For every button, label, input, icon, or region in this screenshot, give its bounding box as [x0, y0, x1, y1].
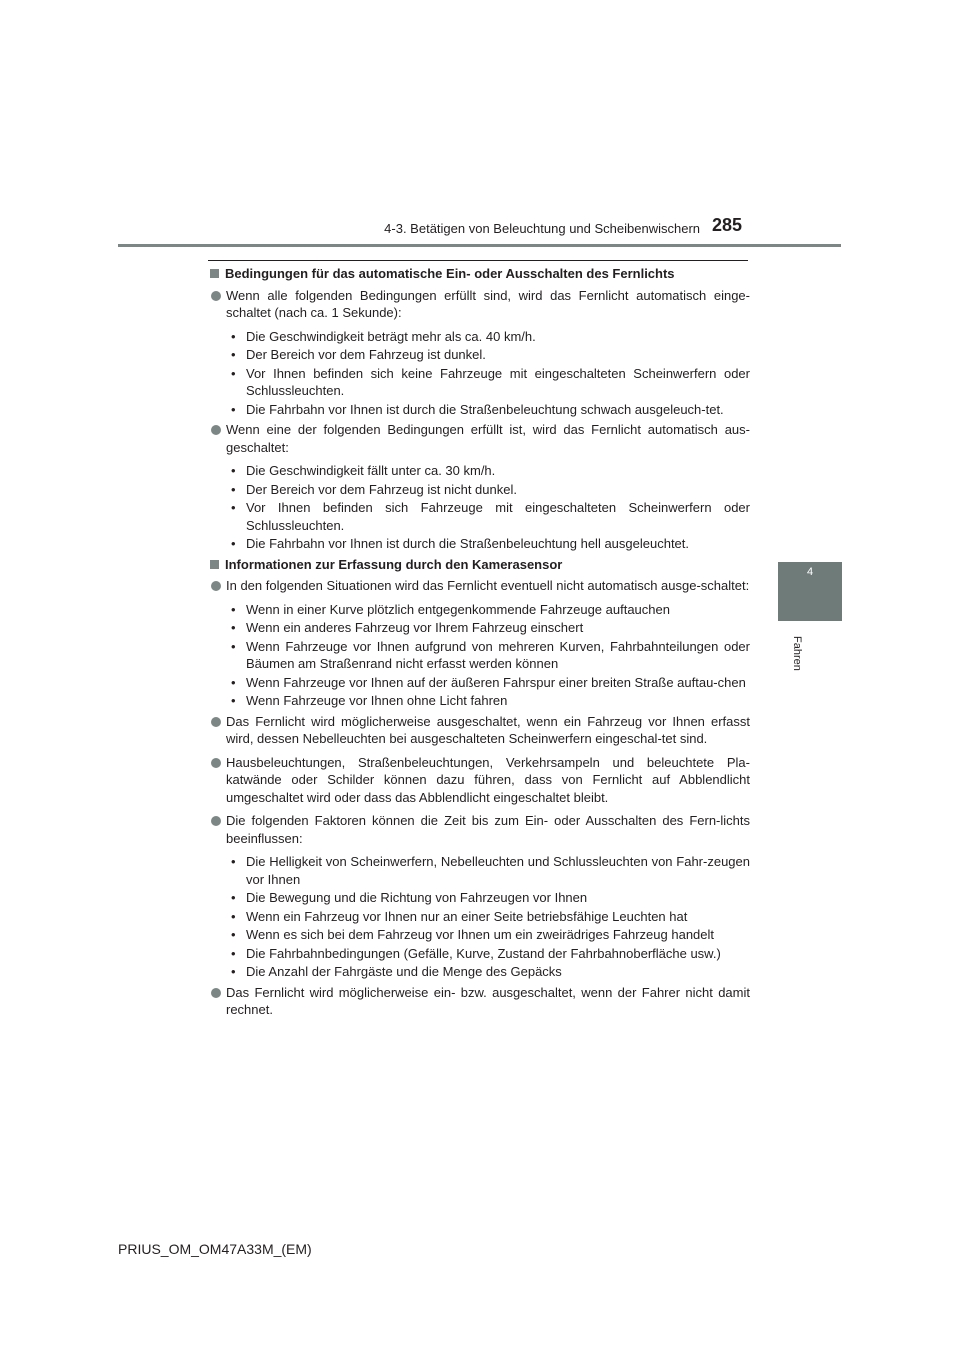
document-code: PRIUS_OM_OM47A33M_(EM)	[118, 1241, 312, 1257]
list-item	[226, 908, 750, 926]
chapter-number: 4	[806, 566, 814, 578]
bullet-paragraph	[210, 812, 750, 847]
list-item	[226, 328, 750, 346]
list-item-text: Der Bereich vor dem Fahrzeug ist dunkel.	[246, 347, 486, 362]
circle-bullet-icon	[211, 758, 221, 768]
dot-marker-icon: •	[231, 620, 236, 635]
list-item	[226, 481, 750, 499]
section-heading	[210, 265, 750, 283]
section-heading	[210, 556, 750, 574]
list-item-text: Die Geschwindigkeit beträgt mehr als ca. 40 km/h.	[246, 328, 536, 344]
sub-list	[210, 462, 750, 553]
dot-marker-icon: •	[231, 638, 236, 654]
chapter-label: Fahren	[791, 636, 803, 671]
circle-bullet-icon	[211, 291, 221, 301]
list-item	[226, 535, 750, 553]
list-item	[226, 346, 750, 364]
sub-list	[210, 853, 750, 981]
sub-list	[210, 601, 750, 710]
list-item	[226, 853, 750, 888]
list-item	[226, 499, 750, 534]
bullet-paragraph	[210, 713, 750, 748]
list-item	[226, 462, 750, 480]
list-item-text: Wenn in einer Kurve plötzlich entgegenkommende Fahrzeuge auftauchen	[246, 601, 670, 617]
list-item-text: Die Helligkeit von Scheinwerfern, Nebelleuchten und Schlussleuchten von Fahr-zeugen vor Ihnen	[246, 854, 750, 887]
bullet-text: In den folgenden Situationen wird das Fernlicht eventuell nicht automatisch ausge-schaltet:	[226, 578, 750, 593]
list-item	[226, 638, 750, 673]
circle-bullet-icon	[211, 425, 221, 435]
circle-bullet-icon	[211, 988, 221, 998]
page-number: 285	[712, 215, 743, 235]
list-item-text: Wenn ein Fahrzeug vor Ihnen nur an einer Seite betriebsfähige Leuchten hat	[246, 908, 688, 924]
section-heading-text: Informationen zur Erfassung durch den Kamerasensor	[225, 556, 563, 572]
list-item-text: Die Anzahl der Fahrgäste und die Menge des Gepäcks	[246, 964, 562, 979]
bullet-paragraph	[210, 287, 750, 322]
list-item	[226, 619, 750, 637]
list-item	[226, 674, 750, 692]
bullet-text: Das Fernlicht wird möglicherweise ausgeschaltet, wenn ein Fahrzeug vor Ihnen erfasst wird, dessen Nebelleuchten bei ausgeschalteten Scheinwerfern eingeschal-tet sind.	[226, 713, 750, 746]
list-item-text: Der Bereich vor dem Fahrzeug ist nicht dunkel.	[246, 481, 517, 497]
list-item	[226, 889, 750, 907]
dot-marker-icon: •	[231, 463, 236, 478]
list-item-text: Wenn es sich bei dem Fahrzeug vor Ihnen um ein zweirädriges Fahrzeug handelt	[246, 927, 715, 942]
bullet-text: Hausbeleuchtungen, Straßenbeleuchtungen, Verkehrsampeln und beleuchtete Pla-katwände oder Schilder können dazu führen, dass von Fernlicht auf Abblendlicht umgeschaltet wird oder dass das Abblendlicht eingeschaltet bleibt.	[226, 754, 750, 805]
header-title: 4-3. Betätigen von Beleuchtung und Scheibenwischern	[384, 221, 700, 236]
list-item-text: Die Fahrbahnbedingungen (Gefälle, Kurve, Zustand der Fahrbahnoberfläche usw.)	[246, 945, 721, 961]
list-item-text: Die Geschwindigkeit fällt unter ca. 30 km/h.	[246, 463, 496, 478]
dot-marker-icon: •	[231, 536, 236, 551]
circle-bullet-icon	[211, 816, 221, 826]
page-content	[210, 265, 750, 1025]
list-item-text: Vor Ihnen befinden sich Fahrzeuge mit eingeschalteten Scheinwerfern oder Schlussleuchten.	[246, 500, 750, 533]
list-item	[226, 401, 750, 419]
square-bullet-icon	[210, 560, 219, 569]
bullet-paragraph	[210, 754, 750, 807]
header-rule	[118, 244, 841, 247]
list-item-text: Wenn Fahrzeuge vor Ihnen ohne Licht fahren	[246, 693, 508, 708]
dot-marker-icon: •	[231, 927, 236, 942]
list-item	[226, 963, 750, 981]
dot-marker-icon: •	[231, 481, 236, 497]
list-item-text: Wenn Fahrzeuge vor Ihnen aufgrund von mehreren Kurven, Fahrbahnteilungen oder Bäumen am Straßenrand nicht erfasst werden können	[246, 638, 750, 671]
bullet-paragraph	[210, 984, 750, 1019]
list-item	[226, 692, 750, 710]
bullet-paragraph	[210, 577, 750, 595]
bullet-paragraph	[210, 421, 750, 456]
bullet-text: Die folgenden Faktoren können die Zeit bis zum Ein- oder Ausschalten des Fern-lichts beeinflussen:	[226, 813, 750, 846]
bullet-text: Wenn alle folgenden Bedingungen erfüllt sind, wird das Fernlicht automatisch einge-schaltet (nach ca. 1 Sekunde):	[226, 287, 750, 320]
list-item-text: Die Fahrbahn vor Ihnen ist durch die Straßenbeleuchtung schwach ausgeleuch-tet.	[246, 401, 724, 417]
dot-marker-icon: •	[231, 945, 236, 961]
dot-marker-icon: •	[231, 347, 236, 362]
dot-marker-icon: •	[231, 500, 236, 515]
dot-marker-icon: •	[231, 365, 236, 381]
section-heading-text: Bedingungen für das automatische Ein- oder Ausschalten des Fernlichts	[225, 266, 675, 281]
section-rule	[208, 260, 748, 261]
list-item-text: Wenn ein anderes Fahrzeug vor Ihrem Fahrzeug einschert	[246, 620, 584, 635]
dot-marker-icon: •	[231, 328, 236, 344]
list-item-text: Vor Ihnen befinden sich keine Fahrzeuge mit eingeschalteten Scheinwerfern oder Schlussleuchten.	[246, 365, 750, 398]
square-bullet-icon	[210, 269, 219, 278]
dot-marker-icon: •	[231, 601, 236, 617]
dot-marker-icon: •	[231, 854, 236, 869]
bullet-text: Das Fernlicht wird möglicherweise ein- bzw. ausgeschaltet, wenn der Fahrer nicht damit rechnet.	[226, 984, 750, 1017]
dot-marker-icon: •	[231, 964, 236, 979]
dot-marker-icon: •	[231, 908, 236, 924]
list-item-text: Die Bewegung und die Richtung von Fahrzeugen vor Ihnen	[246, 890, 588, 905]
circle-bullet-icon	[211, 581, 221, 591]
list-item-text: Die Fahrbahn vor Ihnen ist durch die Straßenbeleuchtung hell ausgeleuchtet.	[246, 536, 690, 551]
list-item	[226, 945, 750, 963]
list-item	[226, 926, 750, 944]
list-item-text: Wenn Fahrzeuge vor Ihnen auf der äußeren Fahrspur einer breiten Straße auftau-chen	[246, 674, 746, 690]
dot-marker-icon: •	[231, 693, 236, 708]
dot-marker-icon: •	[231, 401, 236, 417]
bullet-text: Wenn eine der folgenden Bedingungen erfüllt ist, wird das Fernlicht automatisch aus-geschaltet:	[226, 422, 750, 455]
dot-marker-icon: •	[231, 890, 236, 905]
chapter-tab	[778, 562, 842, 621]
sub-list	[210, 328, 750, 419]
circle-bullet-icon	[211, 717, 221, 727]
list-item	[226, 365, 750, 400]
dot-marker-icon: •	[231, 674, 236, 690]
list-item	[226, 601, 750, 619]
